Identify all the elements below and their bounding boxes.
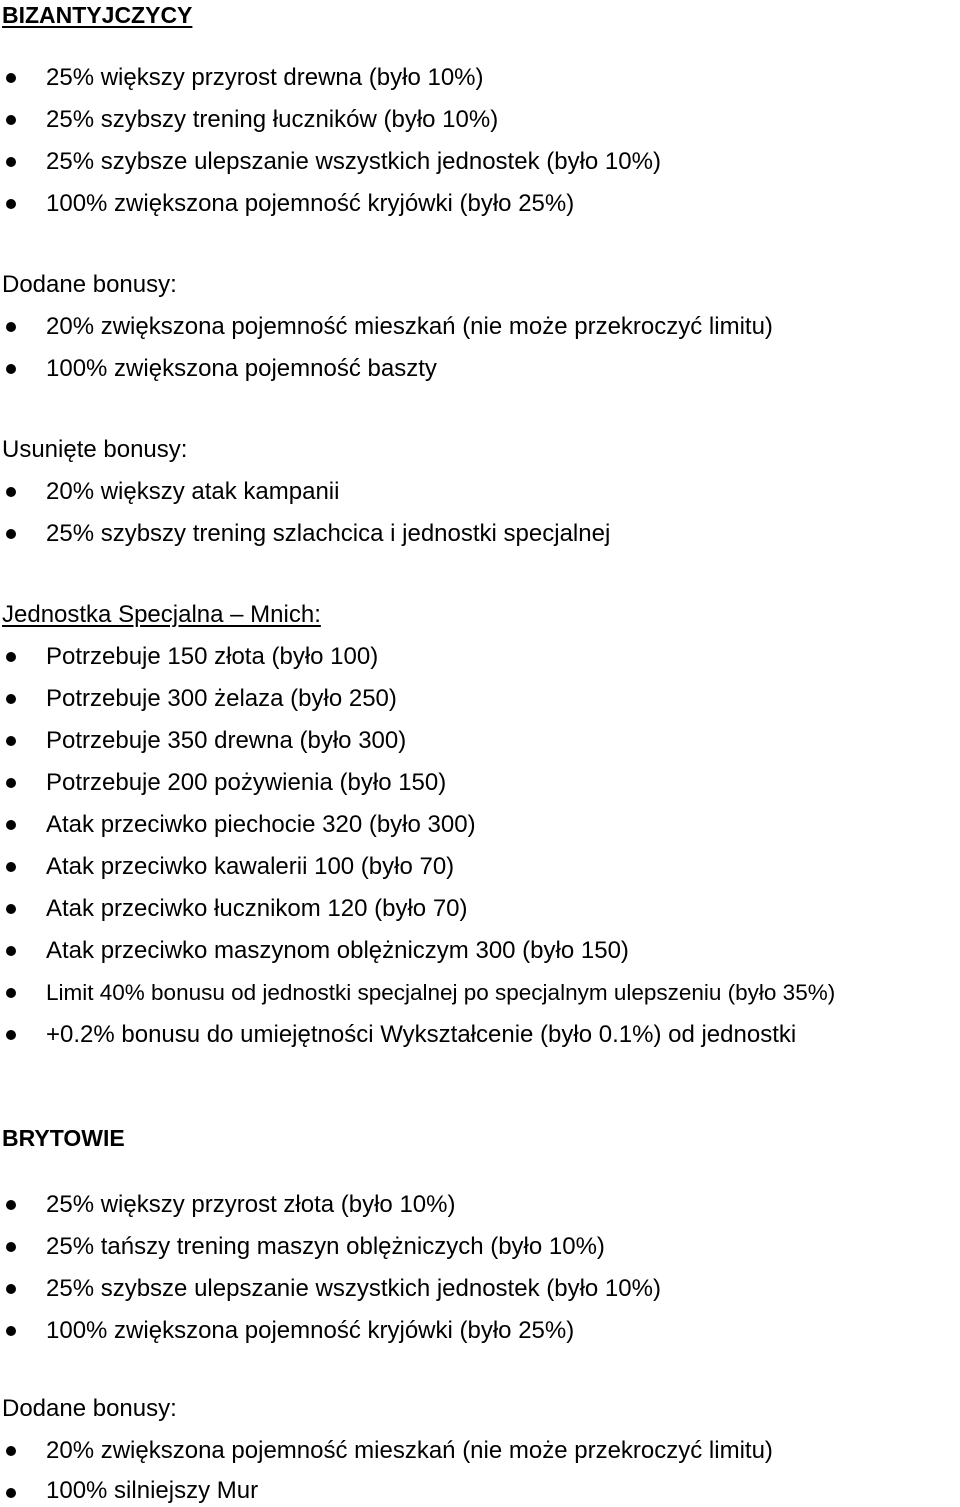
bullet-icon [6, 862, 16, 872]
removed-bonuses-title: Usunięte bonusy: [2, 436, 188, 463]
bullet-icon [6, 652, 16, 662]
list-item: Atak przeciwko maszynom oblężniczym 300 (było 150) [46, 937, 629, 964]
list-item: Atak przeciwko piechocie 320 (było 300) [46, 811, 476, 838]
list-item: 20% zwiększona pojemność mieszkań (nie może przekroczyć limitu) [46, 313, 773, 340]
bullet-icon [6, 1326, 16, 1336]
list-item: Limit 40% bonusu od jednostki specjalnej po specjalnym ulepszeniu (było 35%) [46, 980, 836, 1005]
bullet-icon [6, 988, 16, 998]
list-item: 25% szybszy trening łuczników (było 10%) [46, 106, 499, 133]
added-bonuses-title: Dodane bonusy: [2, 271, 177, 298]
bullet-icon [6, 157, 16, 167]
list-item: 100% zwiększona pojemność kryjówki (było 25%) [46, 190, 575, 217]
bullet-icon [6, 1030, 16, 1040]
bullet-icon [6, 1242, 16, 1252]
list-item: Atak przeciwko łucznikom 120 (było 70) [46, 895, 468, 922]
list-item: Atak przeciwko kawalerii 100 (było 70) [46, 853, 455, 880]
bullet-icon [6, 364, 16, 374]
bullet-icon [6, 1284, 16, 1294]
list-item: Potrzebuje 150 złota (było 100) [46, 643, 379, 670]
list-item: Potrzebuje 200 pożywienia (było 150) [46, 769, 447, 796]
list-item: 100% zwiększona pojemność baszty [46, 355, 437, 382]
list-item: 25% większy przyrost złota (było 10%) [46, 1191, 456, 1218]
bullet-icon [6, 199, 16, 209]
list-item: 100% zwiększona pojemność kryjówki (było 25%) [46, 1317, 575, 1344]
bullet-icon [6, 904, 16, 914]
list-item: 100% silniejszy Mur [46, 1477, 259, 1504]
section-heading-britons: BRYTOWIE [2, 1125, 125, 1151]
bullet-icon [6, 73, 16, 83]
list-item: 25% tańszy trening maszyn oblężniczych (było 10%) [46, 1233, 605, 1260]
list-item: Potrzebuje 350 drewna (było 300) [46, 727, 407, 754]
list-item: 25% szybsze ulepszanie wszystkich jednostek (było 10%) [46, 1275, 661, 1302]
list-item: 20% większy atak kampanii [46, 478, 340, 505]
list-item: 25% szybszy trening szlachcica i jednostki specjalnej [46, 520, 611, 547]
bullet-icon [6, 946, 16, 956]
bullet-icon [6, 1446, 16, 1456]
list-item: 25% większy przyrost drewna (było 10%) [46, 64, 484, 91]
bullet-icon [6, 778, 16, 788]
bullet-icon [6, 115, 16, 125]
bullet-icon [6, 487, 16, 497]
list-item: Potrzebuje 300 żelaza (było 250) [46, 685, 397, 712]
added-bonuses-title: Dodane bonusy: [2, 1395, 177, 1422]
list-item: 25% szybsze ulepszanie wszystkich jednostek (było 10%) [46, 148, 661, 175]
bullet-icon [6, 1200, 16, 1210]
bullet-icon [6, 322, 16, 332]
list-item: 20% zwiększona pojemność mieszkań (nie może przekroczyć limitu) [46, 1437, 773, 1464]
bullet-icon [6, 820, 16, 830]
bullet-icon [6, 1488, 16, 1498]
section-heading-byzantines: BIZANTYJCZYCY [2, 2, 193, 28]
special-unit-title: Jednostka Specjalna – Mnich: [2, 601, 321, 628]
list-item: +0.2% bonusu do umiejętności Wykształcenie (było 0.1%) od jednostki [46, 1021, 797, 1048]
bullet-icon [6, 529, 16, 539]
bullet-icon [6, 736, 16, 746]
bullet-icon [6, 694, 16, 704]
